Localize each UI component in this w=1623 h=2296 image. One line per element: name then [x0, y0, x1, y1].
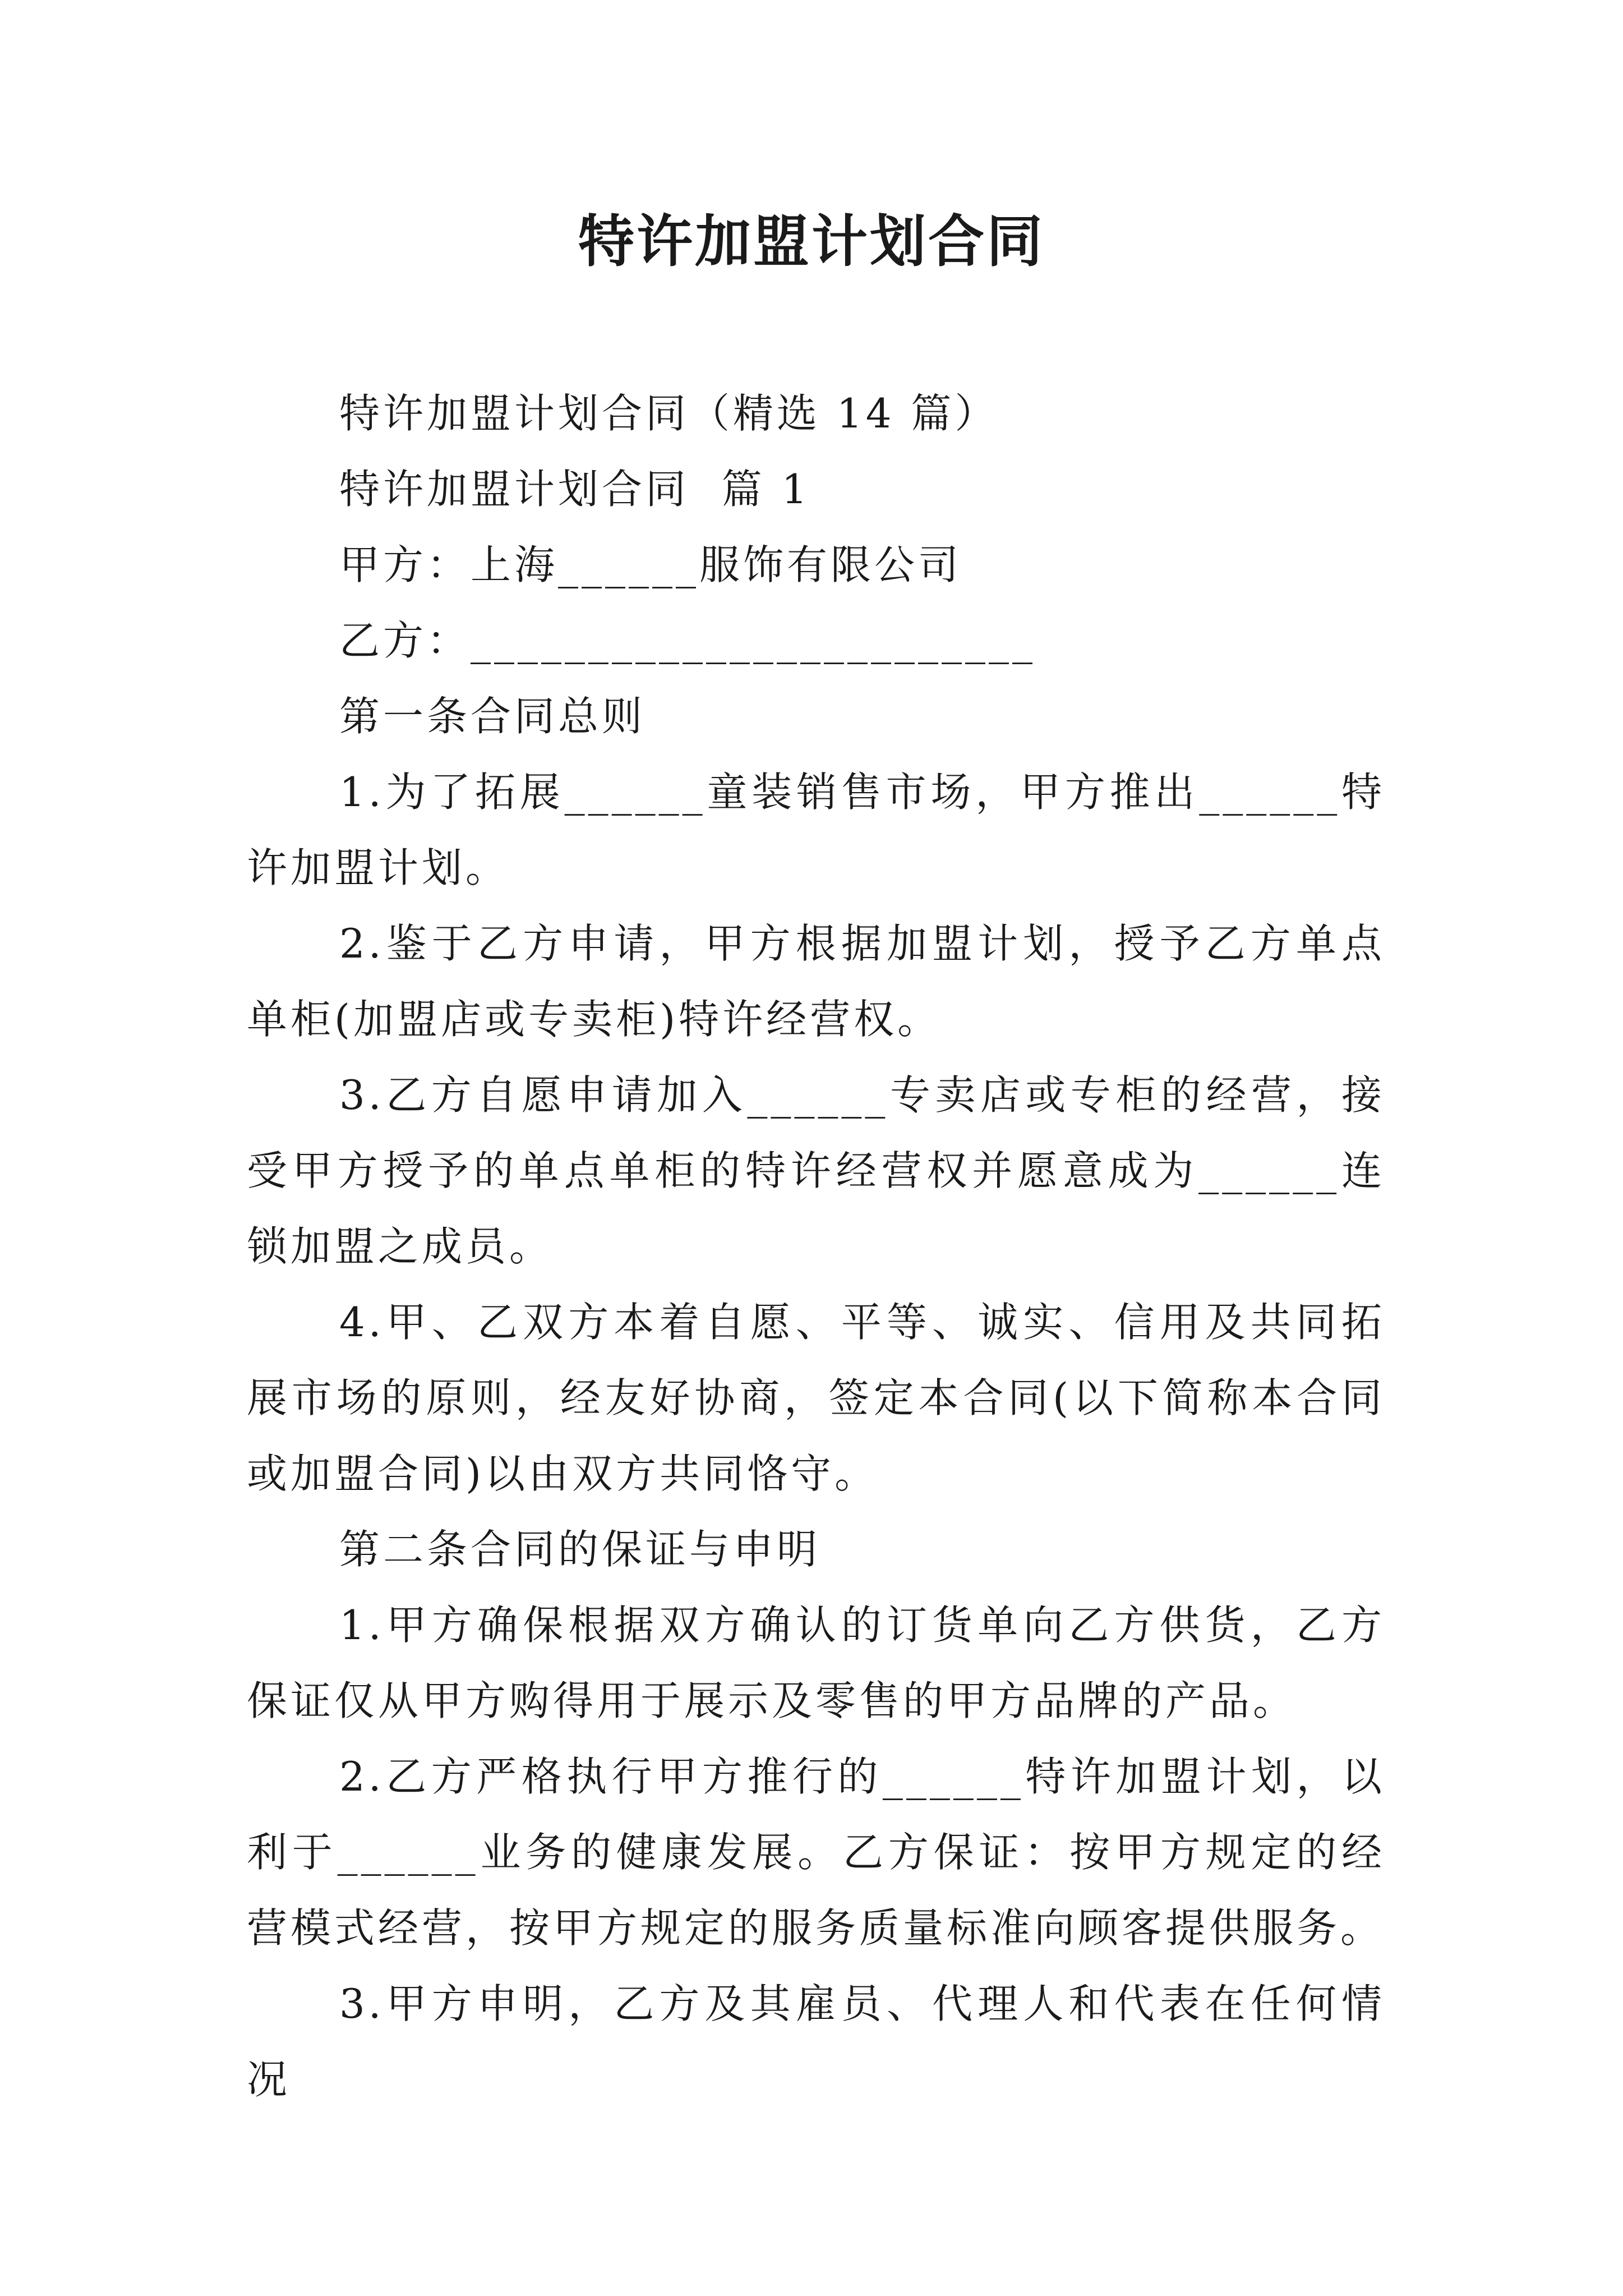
article-2-paragraph-3: 3.甲方申明，乙方及其雇员、代理人和代表在任何情况 — [247, 1980, 1385, 2103]
document-body — [247, 376, 1385, 2118]
article-1-heading: 第一条合同总则 — [339, 693, 646, 740]
chapter-heading: 特许加盟计划合同 篇 1 — [339, 466, 811, 513]
article-2-paragraph-1: 1.甲方确保根据双方确认的订货单向乙方供货，乙方保证仅从甲方购得用于展示及零售的甲方品牌的产品。 — [247, 1602, 1385, 1724]
party-a: 甲方：上海______服饰有限公司 — [339, 541, 962, 588]
article-1-paragraph-4: 4.甲、乙双方本着自愿、平等、诚实、信用及共同拓展市场的原则，经友好协商，签定本合同(以下简称本合同或加盟合同)以由双方共同恪守。 — [247, 1299, 1385, 1497]
article-1-paragraph-3: 3.乙方自愿申请加入______专卖店或专柜的经营，接受甲方授予的单点单柜的特许经营权并愿意成为______连锁加盟之成员。 — [247, 1071, 1385, 1270]
article-2-paragraph-2: 2.乙方严格执行甲方推行的______特许加盟计划，以利于______业务的健康发展。乙方保证：按甲方规定的经营模式经营，按甲方规定的服务质量标准向顾客提供服务。 — [247, 1753, 1385, 1952]
article-1-paragraph-1: 1.为了拓展______童装销售市场，甲方推出______特许加盟计划。 — [247, 769, 1385, 891]
article-1-paragraph-2: 2.鉴于乙方申请，甲方根据加盟计划，授予乙方单点单柜(加盟店或专卖柜)特许经营权。 — [247, 920, 1385, 1043]
subtitle: 特许加盟计划合同（精选 14 篇） — [339, 390, 999, 437]
party-b: 乙方：________________________ — [339, 617, 1036, 664]
document-title: 特许加盟计划合同 — [578, 208, 1045, 274]
article-2-heading: 第二条合同的保证与申明 — [339, 1526, 821, 1573]
